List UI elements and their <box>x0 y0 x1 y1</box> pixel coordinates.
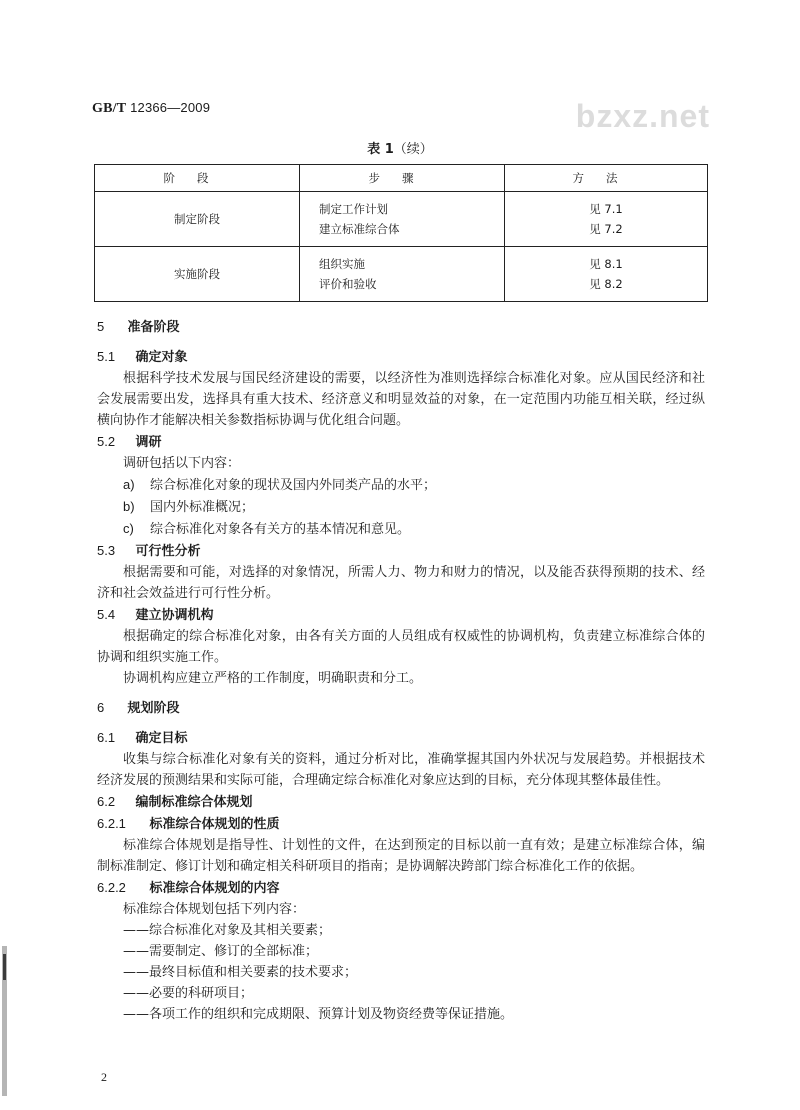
dash-list-item: ——最终目标值和相关要素的技术要求； <box>123 965 358 980</box>
table-row <box>95 192 708 247</box>
section-number: 6.1 <box>97 730 116 745</box>
section-number: 5.1 <box>97 349 116 364</box>
method-item: 见 8.1 <box>589 257 623 271</box>
dash-list-item: ——各项工作的组织和完成期限、预算计划及物资经费等保证措施。 <box>123 1007 514 1022</box>
section-title: 建立协调机构 <box>135 608 214 623</box>
methods-cell <box>505 192 708 247</box>
list-item <box>97 474 705 496</box>
list-text: 综合标准化对象各有关方的基本情况和意见。 <box>150 522 411 537</box>
section-title: 调研 <box>135 435 162 450</box>
dash-list-item: ——必要的科研项目； <box>123 986 254 1001</box>
list-label: b) <box>123 499 135 514</box>
section-title: 标准综合体规划的性质 <box>149 817 280 832</box>
stage-table <box>94 164 708 302</box>
method-item: 见 8.2 <box>589 277 623 291</box>
paragraph: 标准综合体规划包括下列内容： <box>123 902 306 917</box>
section-heading-5-2 <box>97 431 705 453</box>
section-number: 6 <box>97 700 105 715</box>
page-number: 2 <box>101 1070 107 1084</box>
list-text: 综合标准化对象的现状及国内外同类产品的水平； <box>150 478 437 493</box>
watermark: bzxz.net <box>575 98 710 134</box>
paragraph: 根据确定的综合标准化对象，由各有关方面的人员组成有权威性的协调机构，负责建立标准综合体的协调和组织实施工作。 <box>97 629 705 665</box>
method-item: 见 7.1 <box>589 202 623 216</box>
section-heading-5-4 <box>97 604 705 626</box>
section-title: 确定对象 <box>135 350 188 365</box>
stage-cell: 制定阶段 <box>95 192 300 247</box>
standard-prefix: GB/T <box>92 101 127 116</box>
section-number: 5 <box>97 319 105 334</box>
step-item: 建立标准综合体 <box>319 222 400 236</box>
column-header-stage: 阶段 <box>95 165 300 192</box>
methods-cell <box>505 247 708 302</box>
table-row <box>95 247 708 302</box>
dash-list-item: ——综合标准化对象及其相关要素； <box>123 923 332 938</box>
section-heading-6-2-2 <box>97 877 705 899</box>
section-heading-5-1 <box>97 346 705 368</box>
section-heading-6-2 <box>97 791 705 813</box>
list-label: a) <box>123 477 135 492</box>
steps-cell <box>300 247 505 302</box>
section-heading-5 <box>97 316 705 338</box>
document-body <box>97 316 705 1025</box>
section-number: 6.2.2 <box>97 880 126 895</box>
section-number: 5.4 <box>97 607 116 622</box>
dash-list-item: ——需要制定、修订的全部标准； <box>123 944 319 959</box>
table-header-row <box>95 165 708 192</box>
step-item: 组织实施 <box>319 257 365 271</box>
section-heading-6-2-1 <box>97 813 705 835</box>
section-number: 5.2 <box>97 434 116 449</box>
column-header-methods: 方法 <box>505 165 708 192</box>
section-title: 可行性分析 <box>135 544 201 559</box>
section-title: 标准综合体规划的内容 <box>149 881 280 896</box>
paragraph: 标准综合体规划是指导性、计划性的文件，在达到预定的目标以前一直有效；是建立标准综合体，编制标准制定、修订计划和确定相关科研项目的指南；是协调解决跨部门综合标准化工作的依据。 <box>97 838 705 874</box>
table-caption <box>0 142 800 158</box>
paragraph: 协调机构应建立严格的工作制度，明确职责和分工。 <box>123 671 423 686</box>
step-item: 制定工作计划 <box>319 202 388 216</box>
section-title: 准备阶段 <box>127 320 180 335</box>
section-title: 确定目标 <box>135 731 188 746</box>
scan-edge-bar <box>2 946 7 1096</box>
method-item: 见 7.2 <box>589 222 623 236</box>
table-caption-suffix: （续） <box>393 142 433 157</box>
paragraph: 调研包括以下内容： <box>123 456 241 471</box>
paragraph: 根据科学技术发展与国民经济建设的需要，以经济性为准则选择综合标准化对象。应从国民经济和社会发展需要出发，选择具有重大技术、经济意义和明显效益的对象，在一定范围内功能互相关联，经过纵横向协作才能解决相关参数指标协调与优化组合问题。 <box>97 371 705 428</box>
section-heading-5-3 <box>97 540 705 562</box>
steps-cell <box>300 192 505 247</box>
section-title: 编制标准综合体规划 <box>135 795 253 810</box>
section-heading-6-1 <box>97 727 705 749</box>
section-number: 5.3 <box>97 543 116 558</box>
list-item <box>97 496 705 518</box>
step-item: 评价和验收 <box>319 277 377 291</box>
section-title: 规划阶段 <box>127 701 180 716</box>
paragraph: 根据需要和可能，对选择的对象情况，所需人力、物力和财力的情况，以及能否获得预期的技术、经济和社会效益进行可行性分析。 <box>97 565 705 601</box>
standard-code <box>92 100 210 117</box>
section-heading-6 <box>97 697 705 719</box>
section-number: 6.2.1 <box>97 816 126 831</box>
stage-cell: 实施阶段 <box>95 247 300 302</box>
standard-number: 12366—2009 <box>130 100 211 115</box>
list-label: c) <box>123 521 134 536</box>
section-number: 6.2 <box>97 794 116 809</box>
scan-edge-mark <box>3 954 6 980</box>
table-caption-title: 表 1 <box>367 142 394 157</box>
column-header-steps: 步骤 <box>300 165 505 192</box>
paragraph: 收集与综合标准化对象有关的资料，通过分析对比，准确掌握其国内外状况与发展趋势。并根据技术经济发展的预测结果和实际可能，合理确定综合标准化对象应达到的目标，充分体现其整体最佳性。 <box>97 752 705 788</box>
list-text: 国内外标准概况； <box>150 500 255 515</box>
list-item <box>97 518 705 540</box>
